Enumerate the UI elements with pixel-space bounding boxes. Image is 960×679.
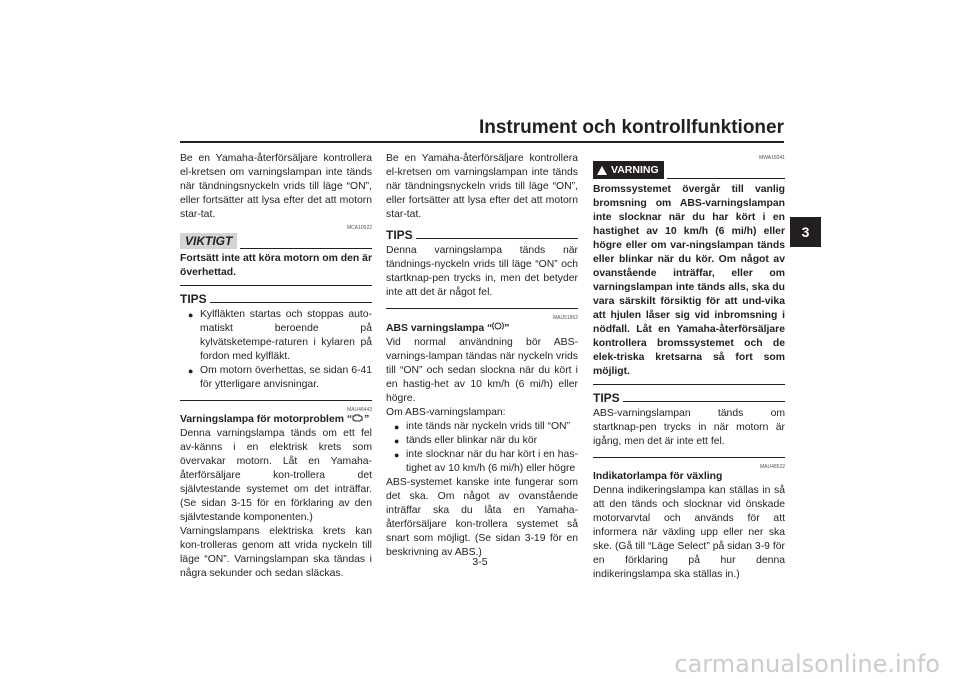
list-item: ● Om motorn överhettas, se sidan 6-41 för ytterligare anvisningar. <box>188 365 372 390</box>
tips-label: TIPS <box>593 391 620 405</box>
body-paragraph: ABS-systemet kanske inte fungerar som det ska. Om något av ovanstående inträffar ska du låta en Yamaha-återförsäljare kon-trollera systemet så snart som möjligt. (Se sidan 3-19 för en beskrivning av ABS.) <box>386 477 578 558</box>
tips-end-rule <box>593 457 785 458</box>
watermark: carmanualsonline.info <box>674 650 940 678</box>
list-item: ● inte slocknar när du har kört i en has-tighet av 10 km/h (6 mi/h) eller högre <box>394 449 578 474</box>
column-1 <box>180 152 372 581</box>
tips-label: TIPS <box>386 228 413 242</box>
page-title: Instrument och kontrollfunktioner <box>478 117 784 138</box>
body-paragraph: Denna indikeringslampa kan ställas in så att den tänds och slocknar vid önskade motorvarvtal och används för att informera när växling upp eller ner ska ske. (Gå till “Läge Select” på sidan 3-9 för en förklaring på hur denna indikeringslampa ska ställas in.) <box>593 485 785 580</box>
warning-rule <box>667 178 785 179</box>
intro-paragraph: Be en Yamaha-återförsäljare kontrollera el-kretsen om varningslampan inte tänds när tändningsnyckeln vrids till läge “ON”, eller fortsätter att lysa efter det att motorn star-tat. <box>180 153 372 220</box>
engine-check-icon <box>352 413 364 427</box>
warning-label: VARNING <box>593 161 664 179</box>
tips-label: TIPS <box>180 292 207 306</box>
warning-text: Bromssystemet övergår till vanlig bromsning om ABS-varningslampan inte slocknar när du har kört i en hastighet av 10 km/h (6 mi/h) eller högre eller om var-ningslampan tänds eller blinkar när du kör. Om något av ovanstående inträffar, eller om varningslampan inte tänds alls, ska du vara särskilt försiktig för att und-vika att hjulen låser sig vid inbromsning i nödfall. Låt en Yamaha-återförsäljare kontrollera bromssystemet och de elek-triska kretsarna så fort som möjligt. <box>593 184 785 377</box>
list-intro: Om ABS-varningslampan: <box>386 407 506 418</box>
notice-end-rule <box>180 285 372 286</box>
tips-list <box>180 308 372 392</box>
tips-end-rule <box>180 400 372 401</box>
warning-end-rule <box>593 384 785 385</box>
reference-code: MAU48522 <box>759 464 785 470</box>
tips-rule <box>623 401 785 402</box>
body-paragraph: Vid normal användning bör ABS-varnings-lampan tändas när nyckeln vrids till “ON” och sedan slockna när du kört i en hastig-het av 10 km/h (6 mi/h) eller högre. <box>386 337 578 404</box>
column-3 <box>593 152 785 582</box>
reference-code: MAU46443 <box>346 407 372 413</box>
section-heading: Indikatorlampa för växling <box>593 471 723 482</box>
tips-header <box>386 228 578 242</box>
condition-list <box>386 420 578 476</box>
body-paragraph: Varningslampans elektriska krets kan kon-trolleras genom att vrida nyckeln till läge “ON”. Varningslampan ska tändas i några sekunder och sedan släckas. <box>180 526 372 579</box>
tips-rule <box>210 302 372 303</box>
notice-label: VIKTIGT <box>180 233 237 249</box>
chapter-tab: 3 <box>790 217 821 247</box>
body-paragraph: Denna varningslampa tänds om ett fel av-känns i en elektrisk krets som övervakar motorn. Låt en Yamaha-återförsäljare kon-trollera det självtestande systemet om det inträffar. (Se sidan 3-15 för en förklaring av den självtestande komponenten.) <box>180 428 372 523</box>
tips-header <box>593 391 785 405</box>
list-item: ● tänds eller blinkar när du kör <box>394 435 538 446</box>
list-item: ● inte tänds när nyckeln vrids till “ON” <box>394 421 570 432</box>
tips-header <box>180 292 372 306</box>
warning-triangle-icon <box>597 166 607 175</box>
reference-code: MAU51862 <box>552 315 578 321</box>
bullet-icon: ● <box>188 366 194 376</box>
bullet-icon: ● <box>394 436 400 446</box>
bullet-icon: ● <box>188 310 194 320</box>
tips-end-rule <box>386 308 578 309</box>
section-heading: Varningslampa för motorproblem “ ” <box>180 414 370 425</box>
reference-code: MWA16041 <box>759 155 785 161</box>
notice-text: Fortsätt inte att köra motorn om den är överhettad. <box>180 253 372 278</box>
page-number: 3-5 <box>472 556 488 568</box>
tips-text: Denna varningslampa tänds när tändnings-nyckeln vrids till läge “ON” och startknap-pen trycks in, men det betyder inte att det är något fel. <box>386 245 578 298</box>
tips-text: ABS-varningslampan tänds om startknap-pen trycks in när motorn är igång, men det är inte ett fel. <box>593 408 785 447</box>
intro-paragraph: Be en Yamaha-återförsäljare kontrollera el-kretsen om varningslampan inte tänds när tändningsnyckeln vrids till läge “ON”, eller fortsätter att lysa efter det att motorn star-tat. <box>386 153 578 220</box>
bullet-icon: ● <box>394 422 400 432</box>
list-item: ● Kylfläkten startas och stoppas auto-matiskt beroende på kylvätsketempe-raturen i kylaren på fordon med kylfläkt. <box>188 309 372 362</box>
abs-icon <box>492 321 504 336</box>
header-rule <box>180 141 784 143</box>
section-heading: ABS varningslampa “ ” <box>386 323 510 334</box>
notice-header <box>180 233 372 249</box>
notice-rule <box>240 248 372 249</box>
reference-code: MCA10022 <box>346 225 372 231</box>
tips-rule <box>416 238 578 239</box>
bullet-icon: ● <box>394 450 400 460</box>
column-2 <box>386 152 578 560</box>
warning-header <box>593 161 785 179</box>
